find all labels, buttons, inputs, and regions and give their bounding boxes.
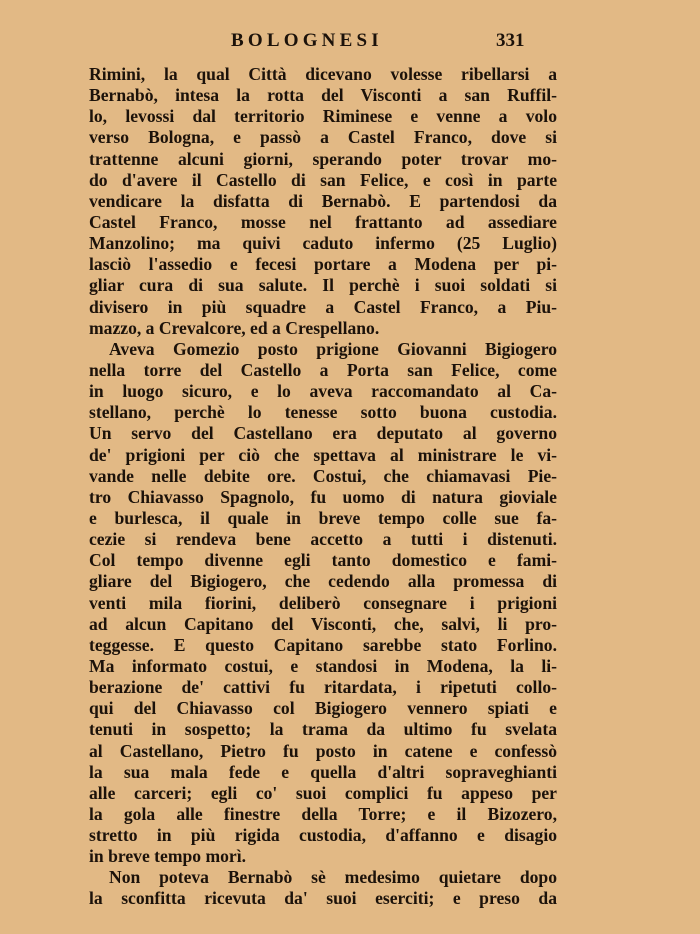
text-line: stellano, perchè lo tenesse sotto buona custodia. (89, 402, 557, 423)
running-head (0, 29, 700, 53)
text-line: Ma informato costui, e standosi in Modena, la li- (89, 655, 557, 676)
text-line: cezie si rendeva bene accetto a tutti i distenuti. (89, 529, 557, 550)
page-number: 331 (496, 30, 525, 51)
body-text (89, 64, 557, 910)
text-line: Castel Franco, mosse nel frattanto ad assediare (89, 211, 557, 232)
paragraph (89, 64, 557, 339)
text-line: nella torre del Castello a Porta san Felice, come (89, 359, 557, 380)
text-line: gliar cura di sua salute. Il perchè i suoi soldati si (89, 275, 557, 296)
text-line: la sconfitta ricevuta da' suoi eserciti; e preso da (89, 888, 557, 909)
text-line: qui del Chiavasso col Bigiogero vennero spiati e (89, 698, 557, 719)
text-line: la gola alle finestre della Torre; e il Bizozero, (89, 803, 557, 824)
text-line: tenuti in sospetto; la trama da ultimo fu svelata (89, 719, 557, 740)
text-line: ad alcun Capitano del Visconti, che, salvi, li pro- (89, 613, 557, 634)
text-line: de' prigioni per ciò che spettava al ministrare le vi- (89, 444, 557, 465)
text-line: venti mila fiorini, deliberò consegnare i prigioni (89, 592, 557, 613)
text-line: Bernabò, intesa la rotta del Visconti a san Ruffil- (89, 85, 557, 106)
text-line: stretto in più rigida custodia, d'affanno e disagio (89, 825, 557, 846)
text-line: Aveva Gomezio posto prigione Giovanni Bigiogero (109, 338, 557, 359)
text-line: in luogo sicuro, e lo aveva raccomandato al Ca- (89, 381, 557, 402)
paragraph (89, 339, 557, 868)
text-line: verso Bologna, e passò a Castel Franco, dove si (89, 127, 557, 148)
text-line: vendicare la disfatta di Bernabò. E partendosi da (89, 190, 557, 211)
running-title: BOLOGNESI (231, 30, 383, 51)
text-line: Un servo del Castellano era deputato al governo (89, 423, 557, 444)
text-line: divisero in più squadre a Castel Franco, a Piu- (89, 296, 557, 317)
text-line: gliare del Bigiogero, che cedendo alla promessa di (89, 571, 557, 592)
text-line: Non poteva Bernabò sè medesimo quietare dopo (109, 867, 557, 888)
text-line: la sua mala fede e quella d'altri sopraveghianti (89, 761, 557, 782)
text-line: teggesse. E questo Capitano sarebbe stato Forlino. (89, 634, 557, 655)
text-line: in breve tempo morì. (89, 846, 247, 867)
text-line: berazione de' cattivi fu ritardata, i ripetuti collo- (89, 677, 557, 698)
text-line: lasciò l'assedio e fecesi portare a Modena per pi- (89, 254, 557, 275)
text-line: tro Chiavasso Spagnolo, fu uomo di natura gioviale (89, 486, 557, 507)
text-line: alle carceri; egli co' suoi complici fu appeso per (89, 782, 557, 803)
text-line: al Castellano, Pietro fu posto in catene e confessò (89, 740, 557, 761)
text-line: vande nelle debite ore. Costui, che chiamavasi Pie- (89, 465, 557, 486)
text-line: do d'avere il Castello di san Felice, e così in parte (89, 169, 557, 190)
text-line: Rimini, la qual Città dicevano volesse ribellarsi a (89, 64, 557, 84)
text-line: e burlesca, il quale in breve tempo colle sue fa- (89, 507, 557, 528)
text-line: trattenne alcuni giorni, sperando poter trovar mo- (89, 148, 557, 169)
text-line: Col tempo divenne egli tanto domestico e fami- (89, 550, 557, 571)
text-line: lo, levossi dal territorio Riminese e venne a volo (89, 106, 557, 127)
text-line: mazzo, a Crevalcore, ed a Crespellano. (89, 317, 380, 338)
paragraph (89, 867, 557, 909)
text-line: Manzolino; ma quivi caduto infermo (25 Luglio) (89, 233, 557, 254)
